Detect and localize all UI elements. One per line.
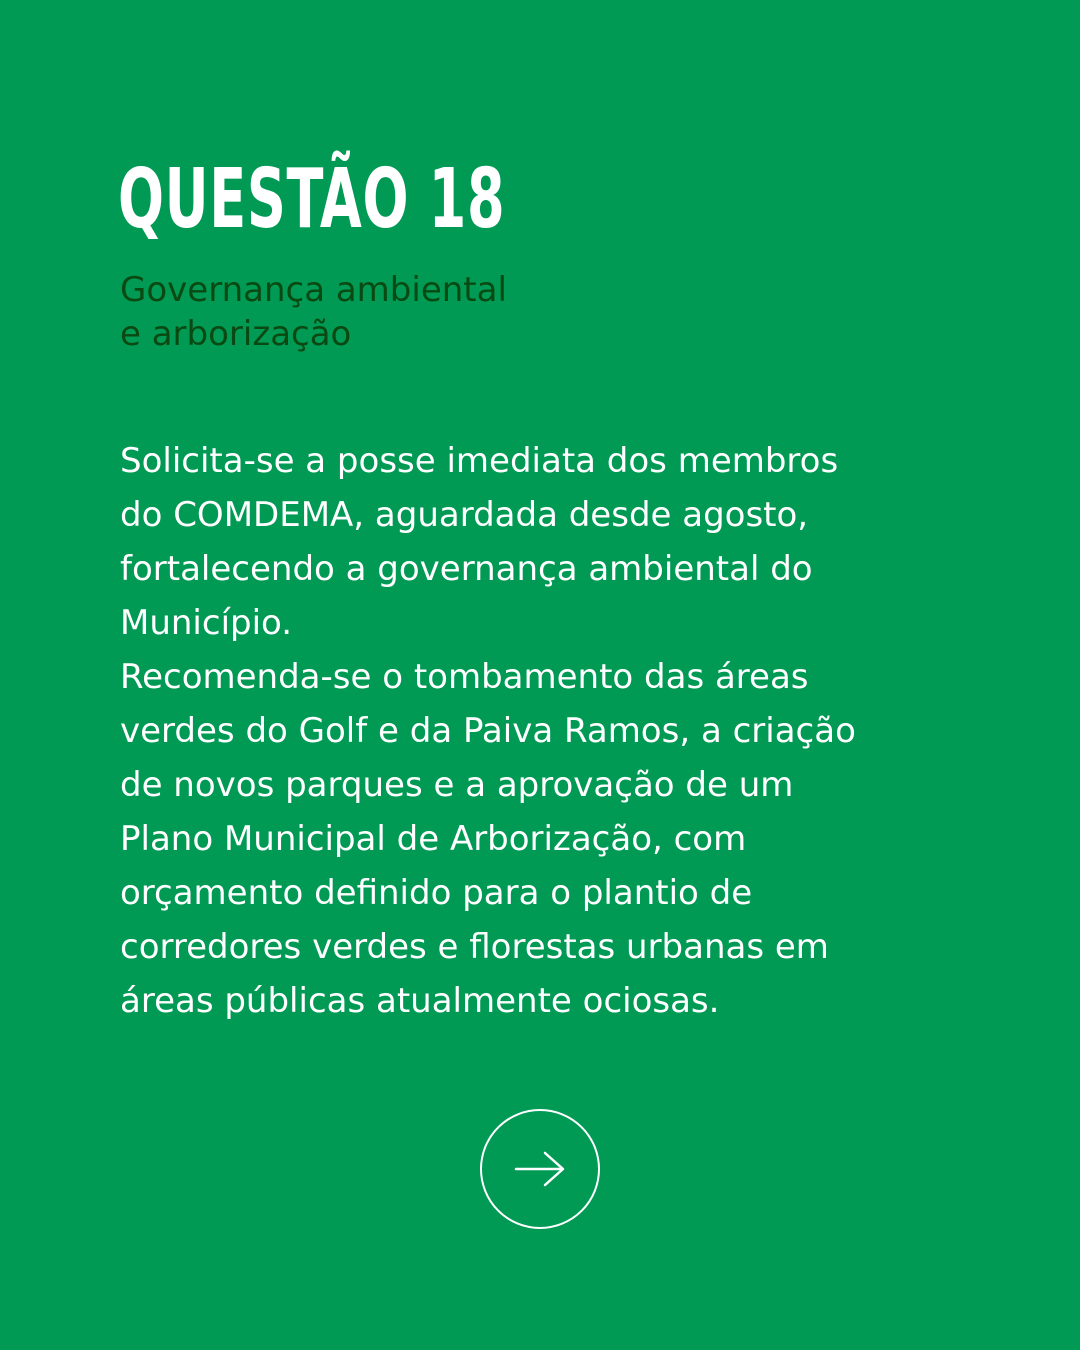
body-line: do COMDEMA, aguardada desde agosto, [120,495,809,535]
arrow-right-icon [513,1149,567,1189]
subtitle [120,268,820,356]
body-line: Solicita-se a posse imediata dos membros [120,441,839,481]
subtitle-line: e arborização [120,314,352,354]
body-line: de novos parques e a aprovação de um [120,765,794,805]
body-line: Município. [120,603,293,643]
body-line: corredores verdes e florestas urbanas em [120,927,829,967]
next-button[interactable] [480,1109,600,1229]
body-line: áreas públicas atualmente ociosas. [120,981,720,1021]
body-line: Plano Municipal de Arborização, com [120,819,747,859]
body-text [120,434,980,1028]
body-line: Recomenda-se o tombamento das áreas [120,657,809,697]
subtitle-line: Governança ambiental [120,270,507,310]
body-line: fortalecendo a governança ambiental do [120,549,813,589]
body-line: orçamento definido para o plantio de [120,873,753,913]
body-line: verdes do Golf e da Paiva Ramos, a criação [120,711,856,751]
page-title: QUESTÃO 18 [118,152,506,247]
